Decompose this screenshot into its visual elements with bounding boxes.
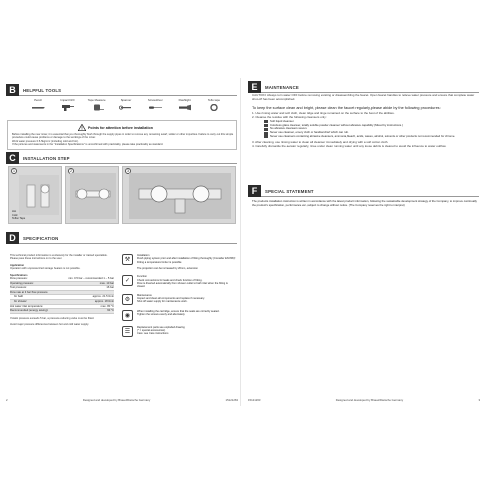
special-statement-text: The products installation instruction is written in accordance with the latest product information, following the sustainable development strategy of the Company, to improve continually the product's specification, performance etc.,subject to change without notice. (The Company reserves the right to interpret)	[252, 199, 477, 207]
section-rule	[19, 243, 237, 244]
figure-number: 3	[125, 168, 131, 174]
checkbox-icon	[264, 135, 268, 138]
section-title: HELPFUL TOOLS	[23, 87, 62, 93]
spec-row: Hot water inlet temperature: max. 80 °C	[10, 304, 114, 308]
pipe-illustration	[19, 175, 59, 215]
notice-title-text: Points for attention before installation	[88, 125, 153, 130]
maintenance-step: 3. After cleaning, use rinsing water to clean all cleanser immediately and drying with a soft cotton cloth.	[252, 139, 389, 144]
tool-pencil	[26, 98, 50, 111]
installation-icon: ⚒	[122, 254, 133, 265]
spec-icon-text: Function Check connections for leaks and check function of fitting. Flow is diverted automatically from shower outlet to bath inlet when the fitting is closed.	[137, 275, 228, 289]
notice-line: If the pictures and statements in the "Installation Specifications" is unconfirmed with practicality, please take practicality as standard.	[12, 143, 164, 147]
checkbox-icon	[264, 120, 268, 123]
notice-lines	[12, 133, 234, 147]
tool-label: Flashlight	[178, 98, 191, 102]
specifications-heading: Specifications	[10, 273, 28, 277]
figure-number: 1	[11, 168, 17, 174]
caution-text: CAUTION: Always turn water OFF before removing existing or disassembling the faucet. Open faucet handles to relieve water pressure and ensure that complete water shut-off has been accomplished.	[252, 93, 475, 101]
section-title: SPECIAL STATEMENT	[265, 188, 314, 194]
spec-row: Flow rate at 3 bar flow pressure	[10, 291, 114, 296]
right-page	[246, 78, 480, 406]
right-footer	[248, 398, 480, 402]
tool-flashlight	[173, 98, 197, 111]
mixer-mount-illustration	[129, 173, 231, 219]
spec-row: Flow pressure: min. 0.5 bar – recommended 1 – 5 bar	[10, 277, 114, 281]
notice-title	[78, 124, 153, 131]
page-divider	[240, 78, 241, 406]
spec-intro: Please pass these instructions on to the user.	[10, 257, 63, 261]
footer-designed: Designed and developed by Brauel/Dietsche Germany	[82, 398, 151, 402]
left-page	[4, 78, 240, 406]
spec-icon-text: Replacement parts see exploded drawing (* = special accessories) Care: see Care instructions	[137, 325, 185, 336]
tool-teflon-tape	[202, 98, 226, 111]
footer-code: 15121263	[248, 398, 261, 402]
tool-label: Impact Drill	[60, 98, 75, 102]
maintenance-lead: To keep the surface clean and bright, please clean the faucet regularly,please abide by the following procedures:	[252, 105, 441, 110]
specification-text	[10, 254, 114, 327]
tool-tape-measure	[85, 98, 109, 111]
figure-note: Hot Cold Teflon Tape	[12, 210, 26, 220]
spec-row: for shower: approx. 18 l/min	[10, 300, 114, 305]
spec-note: If static pressure exceeds 5 bar, a pressure-reducing valve must be fitted.	[10, 316, 95, 320]
cleanser-item: Soft liquid cleanser.	[264, 120, 478, 124]
tool-label: Tape Measure	[87, 98, 106, 102]
footer-designed: Designed and developed by Brauel/Dietsche Germany	[335, 398, 404, 402]
function-icon: ✓	[122, 275, 133, 286]
tool-label: Screwdriver	[147, 98, 163, 102]
left-footer	[6, 398, 238, 402]
tool-label: Spanner	[120, 98, 132, 102]
spec-icon-row	[122, 275, 236, 288]
spec-note: Avoid major pressure differences between hot and cold water supply.	[10, 323, 90, 327]
flashlight-icon	[178, 104, 192, 111]
spec-icon-text: Installation Flush piping system prior and after installation of fitting thoroughly (Consider EN 806)! Fitting a temperature limiter is possible The projection can be increased by 20mm, extension	[137, 254, 236, 271]
notice-line: Before installing the new mixer, it is essential that you thoroughly flush through the supply pipes in order to remove any remaining swarf, solder or other impurities. Failure to carry out this simple procedure could cause problems or damage to the workings of the mixer.	[12, 133, 234, 140]
tool-screwdriver	[143, 98, 167, 111]
spec-icon-row	[122, 294, 236, 305]
drill-icon	[60, 104, 74, 111]
checkbox-icon	[264, 132, 268, 135]
spec-icon-row	[122, 326, 236, 337]
pencil-icon	[31, 104, 45, 111]
tool-spanner	[114, 98, 138, 111]
section-letter: E	[248, 81, 261, 93]
tool-impact-drill	[55, 98, 79, 111]
installation-figures	[8, 166, 236, 224]
spec-table	[10, 277, 114, 314]
page-number: 2	[6, 398, 8, 402]
specification-icons	[122, 254, 236, 342]
spec-row: Test pressure: 16 bar	[10, 286, 114, 290]
wall-connector-illustration	[70, 173, 116, 219]
tape-measure-icon	[90, 104, 104, 111]
install-figure-3	[122, 166, 236, 224]
maintenance-step: 2. Cleanse the residue with the following cleansers only:	[252, 114, 327, 119]
spec-icon-row	[122, 310, 236, 321]
cleanser-list	[264, 120, 478, 139]
spec-row: for bath approx. 21.5 l/min	[10, 295, 114, 300]
install-figure-1	[8, 166, 62, 224]
section-letter: F	[248, 185, 261, 197]
spec-icon-text: When installing the cartridge, ensure that the seals are correctly seated. Tighten the screws evenly and alternately.	[137, 309, 220, 316]
cartridge-icon: ◉	[122, 310, 133, 321]
checkbox-icon	[264, 128, 268, 131]
spare-parts-icon: ☰	[122, 326, 133, 337]
section-title: SPECIFICATION	[23, 235, 59, 241]
spec-icon-row	[122, 254, 236, 270]
screwdriver-icon	[148, 104, 162, 111]
spec-row: Recommended (energy saving): 60 °C	[10, 309, 114, 313]
spec-icon-text: Maintenance Inspect and clean all components and replace if necessary. Shut off water supply for maintenance work.	[137, 293, 205, 304]
section-title: MAINTENANCE	[265, 84, 299, 90]
warning-icon	[78, 124, 86, 131]
maintenance-step: 1. Use rinsing water and soft cloth, clean tidge and tinge remained on the surface to the best of the abilities.	[252, 111, 395, 116]
section-rule	[261, 196, 479, 197]
section-letter: D	[6, 232, 19, 244]
tool-label: Teflo tape	[207, 98, 221, 102]
section-rule	[19, 95, 237, 96]
maintenance-step: 4. Carefully dismantle the aerator regularly, rinse under clean running water until any loose debris is cleared to avoid the influence to water outflow.	[252, 143, 447, 148]
section-letter: C	[6, 152, 19, 164]
spec-intro: This technical product information is exclusively for the installer or trained specialists.	[10, 254, 108, 257]
footer-code: 15121263	[225, 398, 238, 402]
spanner-icon	[119, 104, 133, 111]
tools-row	[26, 98, 226, 111]
section-title: INSTALLATION STEP	[23, 155, 70, 161]
cleanser-item: Colorless glass cleanser, totally soluble powder cleanser without abrasive capability (Mixed by instructions.)	[264, 124, 478, 128]
install-figure-2	[65, 166, 119, 224]
application-text: Operation with unpressurized storage heaters is not possible.	[10, 267, 81, 271]
application-heading: Application	[10, 263, 25, 267]
page-number: 3	[478, 398, 480, 402]
section-letter: B	[6, 84, 19, 96]
maintenance-text	[252, 94, 478, 148]
maintenance-icon: ⚙	[122, 294, 133, 305]
checkbox-icon	[264, 124, 268, 127]
cleanser-item: No abrasive cleansers woven.	[264, 127, 478, 131]
tool-label: Pencil	[34, 98, 42, 102]
spec-row: Operating pressure: max. 10 bar	[10, 281, 114, 285]
figure-number: 2	[68, 168, 74, 174]
section-rule	[19, 163, 237, 164]
notice-line: Work water pressure 0.5-5kg/cm² (including cold and hot).	[12, 139, 79, 143]
attention-notice	[7, 120, 237, 150]
cleanser-item: Never use cleansers containing abrasive cleansers, ammonia,bleach, acids, waxes, alcohol, solvents or other products not recommended for chrome.	[264, 135, 478, 139]
cleanser-item: Never use cleanser, emery cloth or handkerchief which can rub.	[264, 131, 478, 135]
teflon-tape-icon	[207, 104, 221, 111]
